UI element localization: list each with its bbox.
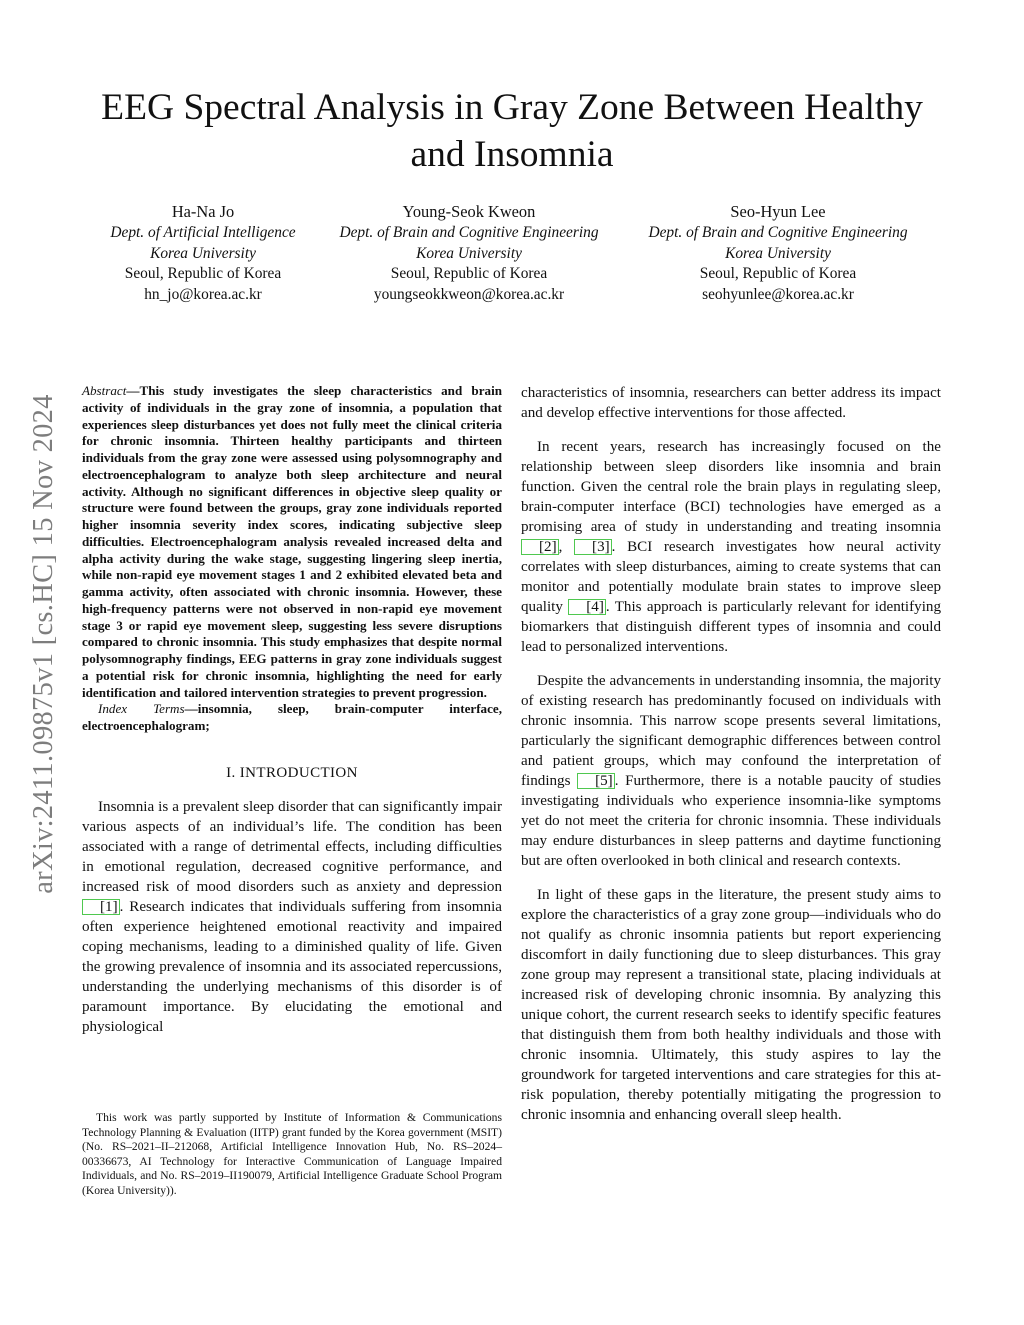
paragraph-limitations <box>521 671 941 871</box>
author-university: Korea University <box>416 244 522 262</box>
right-column <box>521 383 941 1139</box>
author-university: Korea University <box>725 244 831 262</box>
funding-footnote <box>82 1111 502 1198</box>
author-email: hn_jo@korea.ac.kr <box>144 286 262 304</box>
citation-link[interactable]: [4] <box>568 599 606 615</box>
paragraph-text: . This approach is particularly relevant for identifying biomarkers that distinguish different types of insomnia and could lead to personalized interventions. <box>521 599 941 655</box>
paragraph-text: In recent years, research has increasingly focused on the relationship between sleep disorders like insomnia and brain function. Given the central role the brain plays in regulating sleep, brain-computer interface (BCI) technologies have emerged as a promising area of study in understanding and treating insomnia <box>521 439 941 535</box>
author-email: seohyunlee@korea.ac.kr <box>702 286 854 304</box>
citation-link[interactable]: [3] <box>574 539 612 555</box>
author-location: Seoul, Republic of Korea <box>124 265 282 283</box>
paragraph-continuation: characteristics of insomnia, researchers can better address its impact and develop effective interventions for those affected. <box>521 385 941 421</box>
intro-text-2: . Research indicates that individuals suffering from insomnia often experience heightened emotional reactivity and impaired coping mechanisms, leading to a diminished quality of life. Given the growing prevalence of insomnia and its associated repercussions, understanding the underlying mechanisms of this disorder is of paramount importance. By elucidating the emotional and physiological <box>82 898 502 1035</box>
footnote-text: This work was partly supported by Institute of Information & Communications Technology Planning & Evaluation (IITP) grant funded by the Korea government (MSIT) (No. RS–2021–II–212068, Artificial Intelligence Innovation Hub, No. RS–2024–00336673, AI Technology for Interactive Communication of Language Impaired Individuals, and No. RS–2019–II190079, Artificial Intelligence Graduate School Program (Korea University)). <box>82 1111 502 1197</box>
index-terms-text: insomnia, sleep, brain-computer interface, electroencephalogram; <box>82 701 502 733</box>
author-3 <box>618 202 938 306</box>
paper-title: EEG Spectral Analysis in Gray Zone Between Healthy and Insomnia <box>101 87 923 175</box>
citation-link[interactable]: [5] <box>577 773 615 789</box>
author-location: Seoul, Republic of Korea <box>699 265 857 283</box>
left-column <box>82 383 502 1037</box>
paragraph-text: . Furthermore, there is a notable paucity of studies investigating individuals who experience insomnia-like symptoms yet do not meet the criteria for chronic insomnia. These individuals may endure disturbances in sleep patterns and daytime functioning but are often overlooked in both clinical and research contexts. <box>521 773 942 869</box>
section-heading-introduction: I. INTRODUCTION <box>226 764 358 781</box>
index-terms <box>82 701 502 735</box>
citation-link[interactable]: [1] <box>82 899 120 915</box>
citation-separator: , <box>558 539 575 555</box>
author-name: Ha-Na Jo <box>171 202 235 221</box>
author-2 <box>309 202 629 306</box>
citation-link[interactable]: [2] <box>521 539 559 555</box>
intro-paragraph <box>82 797 502 1037</box>
arxiv-identifier-stamp: arXiv:2411.09875v1 [cs.HC] 15 Nov 2024 <box>28 394 59 894</box>
author-email: youngseokkweon@korea.ac.kr <box>373 286 565 304</box>
index-terms-dash: — <box>184 701 198 717</box>
author-name: Seo-Hyun Lee <box>730 202 826 221</box>
abstract <box>82 383 502 701</box>
author-department: Dept. of Brain and Cognitive Engineering <box>648 223 908 241</box>
author-block <box>0 202 1024 312</box>
author-department: Dept. of Brain and Cognitive Engineering <box>339 223 599 241</box>
author-university: Korea University <box>150 244 256 262</box>
abstract-dash: — <box>126 383 140 398</box>
intro-text-1: Insomnia is a prevalent sleep disorder that can significantly impair various aspects of an individual’s life. The condition has been associated with a range of detrimental effects, including difficulties in emotional regulation, decreased cognitive performance, and increased risk of mood disorders such as anxiety and depression <box>82 798 502 895</box>
abstract-label: Abstract <box>82 383 127 398</box>
paragraph-bci <box>521 437 941 657</box>
index-terms-label: Index Terms <box>98 701 185 717</box>
abstract-text: This study investigates the sleep characteristics and brain activity of individuals in the gray zone of insomnia, a population that experiences sleep disturbances yet does not fully meet the clinical criteria for chronic insomnia. Thirteen healthy participants and thirteen individuals from the gray zone were assessed using polysomnography and electroencephalogram to analyze both sleep architecture and neural activity. Although no significant differences in objective sleep quality or structure were found between the groups, gray zone individuals reported higher insomnia severity index scores, indicating subjective sleep difficulties. Electroencephalogram analysis revealed increased delta and alpha activity during the wake stage, suggesting lingering sleep inertia, while non-rapid eye movement stages 1 and 2 exhibited elevated beta and gamma activity, often associated with chronic insomnia. However, these high-frequency patterns were not observed in non-rapid eye movement stage 3 or rapid eye movement sleep, suggesting less severe disruptions compared to chronic insomnia. This study emphasizes that despite normal polysomnography findings, EEG patterns in gray zone individuals suggest a potential risk for chronic insomnia, highlighting the need for early identification and tailored intervention strategies to prevent progression. <box>82 383 502 700</box>
author-name: Young-Seok Kweon <box>402 202 536 221</box>
author-location: Seoul, Republic of Korea <box>390 265 548 283</box>
author-department: Dept. of Artificial Intelligence <box>110 223 296 241</box>
paragraph-text: Despite the advancements in understanding insomnia, the majority of existing research has predominantly focused on individuals with chronic insomnia. This narrow scope presents several limitations, particularly the significant demographic differences between control and patient groups, which may confound the interpretation of findings <box>521 673 941 789</box>
paragraph-text: . BCI research investigates how neural activity correlates with sleep disturbances, aiming to create systems that can monitor and potentially modulate brain states to improve sleep quality <box>521 539 941 615</box>
paragraph-aims: In light of these gaps in the literature, the present study aims to explore the characteristics of a gray zone group—individuals who do not qualify as chronic insomnia patients but report experiencing discomfort in daily functioning due to sleep disturbances. This gray zone group may represent a transitional state, placing individuals at increased risk of developing chronic insomnia. By analyzing this unique cohort, the current research seeks to identify specific features that distinguish them from both healthy individuals and those with chronic insomnia. Ultimately, this study aspires to lay the groundwork for targeted interventions and care strategies for this at-risk population, thereby potentially mitigating the progression to chronic insomnia and enhancing overall sleep health. <box>521 887 941 1123</box>
